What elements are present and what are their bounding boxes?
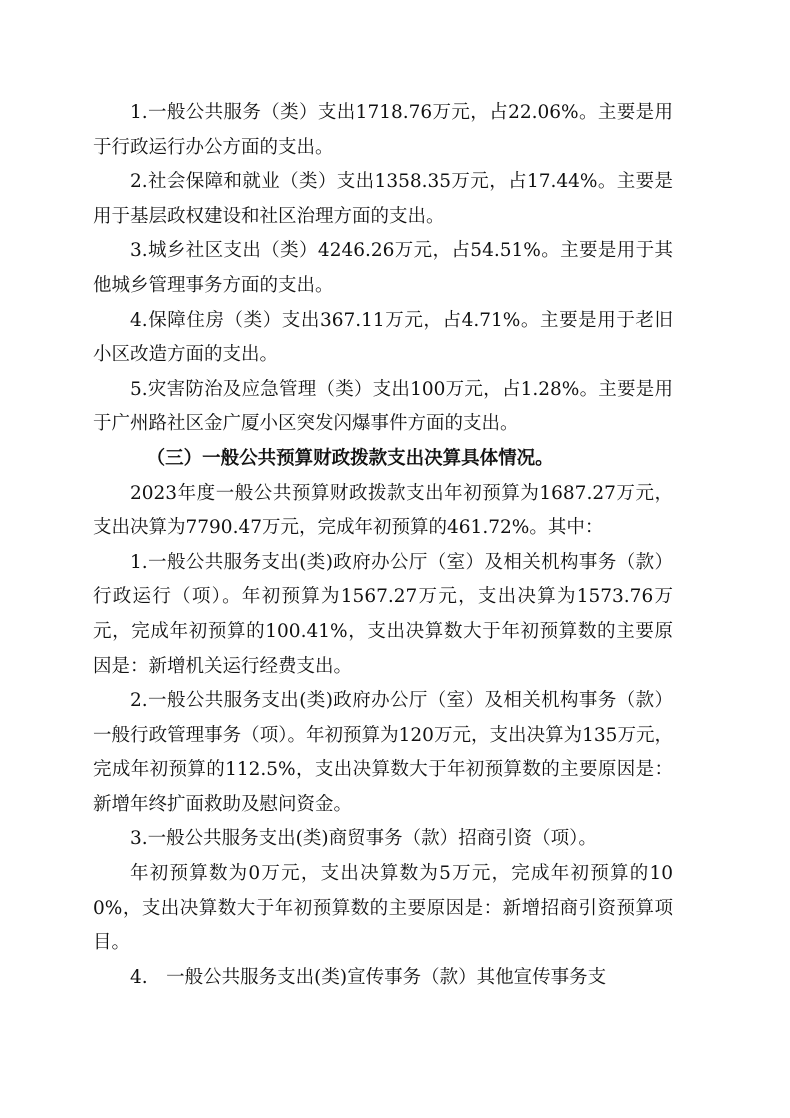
paragraph-disaster: 5.灾害防治及应急管理（类）支出100万元，占1.28%。主要是用于广州路社区金广厦小区突发闪爆事件方面的支出。 <box>93 378 673 435</box>
paragraph-item-4: 4. 一般公共服务支出(类)宣传事务（款）其他宣传事务支 <box>130 966 607 988</box>
paragraph-social-security: 2.社会保障和就业（类）支出1358.35万元，占17.44%。主要是用于基层政权建设和社区治理方面的支出。 <box>93 171 673 227</box>
paragraph-urban-rural: 3.城乡社区支出（类）4246.26万元，占54.51%。主要是用于其他城乡管理事务方面的支出。 <box>93 240 673 296</box>
section-heading: （三）一般公共预算财政拨款支出决算具体情况。 <box>146 447 554 469</box>
paragraph-item-2: 2.一般公共服务支出(类)政府办公厅（室）及相关机构事务（款）一般行政管理事务（项）。年初预算为120万元，支出决算为135万元，完成年初预算的112.5%，支出决算数大于年初预算数的主要原因是：新增年终扩面救助及慰问资金。 <box>93 690 673 815</box>
paragraph-summary: 2023年度一般公共预算财政拨款支出年初预算为1687.27万元，支出决算为7790.47万元，完成年初预算的461.72%。其中： <box>93 482 673 539</box>
paragraph-housing: 4.保障住房（类）支出367.11万元，占4.71%。主要是用于老旧小区改造方面的支出。 <box>93 309 673 366</box>
document-body <box>93 96 673 995</box>
paragraph-item-1: 1.一般公共服务支出(类)政府办公厅（室）及相关机构事务（款）行政运行（项）。年初预算为1567.27万元，支出决算为1573.76万元，完成年初预算的100.41%，支出决算数大于年初预算数的主要原因是：新增机关运行经费支出。 <box>93 551 673 677</box>
paragraph-item-3: 3.一般公共服务支出(类)商贸事务（款）招商引资（项）。 <box>130 828 597 850</box>
paragraph-item-3-detail: 年初预算数为0万元，支出决算数为5万元，完成年初预算的100%，支出决算数大于年初预算数的主要原因是：新增招商引资预算项目。 <box>93 863 673 954</box>
paragraph-public-service: 1.一般公共服务（类）支出1718.76万元，占22.06%。主要是用于行政运行办公方面的支出。 <box>93 102 673 158</box>
